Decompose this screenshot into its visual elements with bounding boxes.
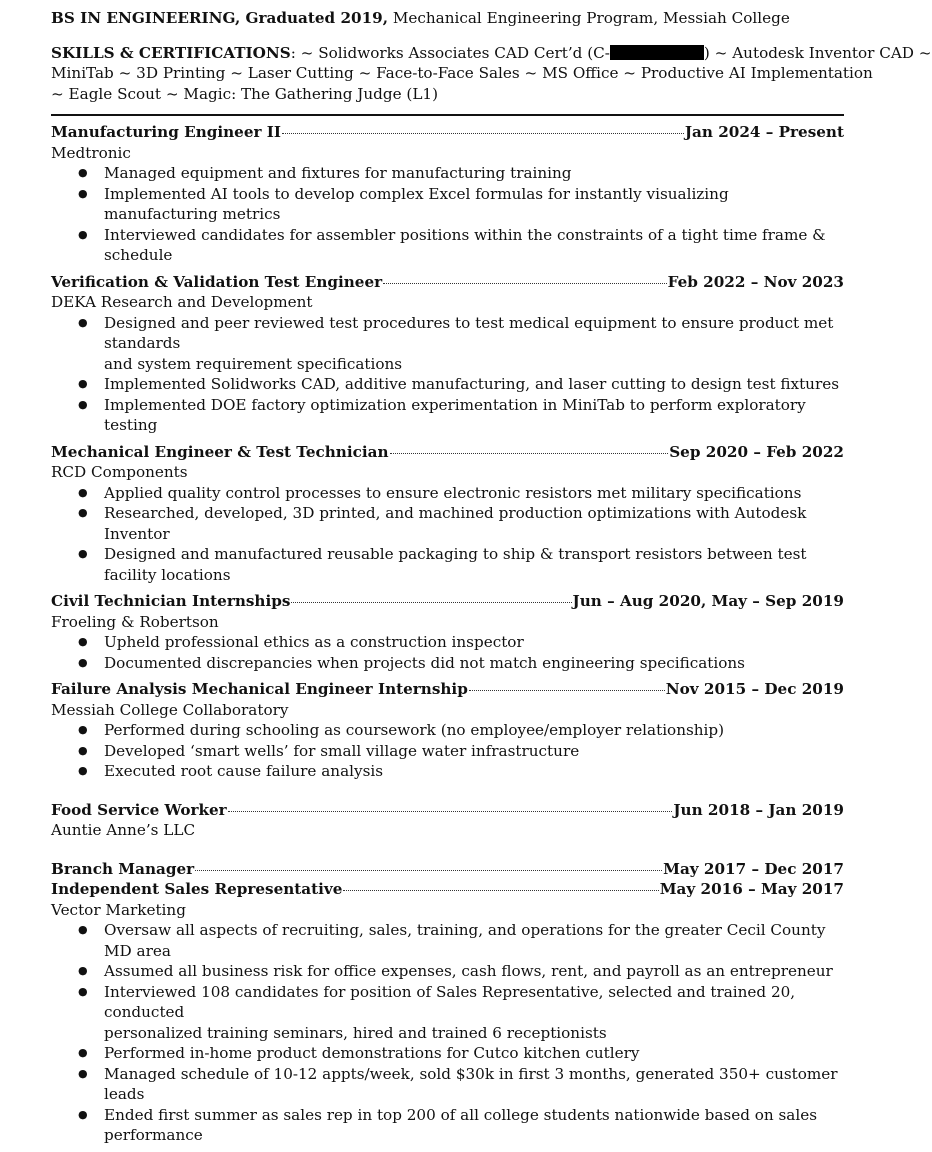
- company-name: Medtronic: [51, 143, 131, 162]
- bullet-item: ● Researched, developed, 3D printed, and machined production optimizations with Autodesk Inventor: [51, 503, 844, 544]
- job-title: Civil Technician Internships: [51, 592, 291, 610]
- bullet-list: [51, 632, 844, 673]
- job-header: [51, 442, 844, 463]
- company-name: Messiah College Collaboratory: [51, 700, 289, 719]
- company-name: Auntie Anne’s LLC: [51, 821, 196, 839]
- bullet-item: [51, 982, 844, 1044]
- redaction-bar: [610, 45, 704, 60]
- job-header: [51, 272, 844, 293]
- leader-dots: [282, 133, 684, 134]
- job-dates: Nov 2015 – Dec 2019: [665, 680, 844, 698]
- skills-line-3: ~ Eagle Scout ~ Magic: The Gathering Judge (L1): [51, 84, 439, 103]
- job-dates: May 2016 – May 2017: [659, 880, 844, 898]
- job-header: [51, 879, 844, 900]
- bullet-item: ● Managed schedule of 10-12 appts/week, sold $30k in first 3 months, generated 350+ customer leads: [51, 1064, 844, 1105]
- bullet-text: Interviewed 108 candidates for position of Sales Representative, selected and trained 20, conducted: [104, 982, 796, 1021]
- bullet-item: ● Implemented AI tools to develop complex Excel formulas for instantly visualizing manufacturing metrics: [51, 184, 844, 225]
- skills-text-b: ) ~ Autodesk Inventor CAD ~: [703, 43, 932, 62]
- job-dates: Jun 2018 – Jan 2019: [673, 800, 844, 819]
- job-title: Verification & Validation Test Engineer: [51, 272, 383, 291]
- bullet-list: [51, 163, 844, 266]
- spacer: [51, 788, 844, 800]
- company-name: RCD Components: [51, 463, 188, 481]
- bullet-item: ● Ended first summer as sales rep in top 200 of all college students nationwide based on sales performance: [51, 1105, 844, 1146]
- job-dates: Feb 2022 – Nov 2023: [667, 272, 844, 291]
- resume-page: [51, 8, 932, 1152]
- job-entry-rcd: [51, 442, 844, 586]
- bullet-item: ● Managed equipment and fixtures for manufacturing training: [51, 163, 844, 184]
- job-title: Manufacturing Engineer II: [51, 123, 282, 141]
- bullet-list: [51, 920, 844, 1146]
- job-title: Food Service Worker: [51, 800, 227, 819]
- company-name: Froeling & Robertson: [51, 612, 219, 631]
- job-header: [51, 591, 844, 612]
- job-entry-medtronic: [51, 122, 844, 266]
- job-header: [51, 800, 844, 821]
- leader-dots: [343, 890, 658, 891]
- bullet-item: ● Assumed all business risk for office expenses, cash flows, rent, and payroll as an entrepreneur: [51, 961, 844, 982]
- bullet-item: ● Performed in-home product demonstrations for Cutco kitchen cutlery: [51, 1043, 844, 1064]
- skills-line-2: MiniTab ~ 3D Printing ~ Laser Cutting ~ Face-to-Face Sales ~ MS Office ~ Productive AI Implementation: [51, 64, 873, 82]
- bullet-item: ● Performed during schooling as coursework (no employee/employer relationship): [51, 720, 844, 741]
- job-title: Mechanical Engineer & Test Technician: [51, 442, 389, 461]
- leader-dots: [291, 602, 571, 603]
- job-entry-vector: [51, 859, 844, 1146]
- job-title: Independent Sales Representative: [51, 880, 343, 898]
- bullet-item: ● Interviewed candidates for assembler positions within the constraints of a tight time frame & schedule: [51, 225, 844, 266]
- job-dates: Jun – Aug 2020, May – Sep 2019: [572, 592, 844, 610]
- bullet-item: ● Implemented DOE factory optimization experimentation in MiniTab to perform exploratory testing: [51, 395, 844, 436]
- job-entry-messiah: [51, 679, 844, 782]
- job-header: [51, 859, 844, 880]
- skills-section: [51, 43, 932, 105]
- bullet-item: ● Designed and manufactured reusable packaging to ship & transport resistors between test facility locations: [51, 544, 844, 585]
- bullet-text-cont: personalized training seminars, hired and trained 6 receptionists: [104, 1023, 607, 1042]
- leader-dots: [383, 283, 667, 284]
- skills-label: SKILLS & CERTIFICATIONS: [51, 43, 291, 62]
- bullet-item: ● Upheld professional ethics as a construction inspector: [51, 632, 844, 653]
- job-entry-auntie-annes: [51, 800, 844, 841]
- bullet-item: ● Executed root cause failure analysis: [51, 761, 844, 782]
- bullet-item: ● Oversaw all aspects of recruiting, sales, training, and operations for the greater Cecil County MD area: [51, 920, 844, 961]
- bullet-item: ● Implemented Solidworks CAD, additive manufacturing, and laser cutting to design test fixtures: [51, 374, 844, 395]
- leader-dots: [228, 811, 673, 812]
- job-dates: Sep 2020 – Feb 2022: [669, 442, 844, 461]
- bullet-text-cont: and system requirement specifications: [104, 354, 403, 373]
- job-entry-deka: [51, 272, 844, 436]
- bullet-list: [51, 720, 844, 782]
- job-title: Branch Manager: [51, 859, 195, 878]
- leader-dots: [195, 870, 662, 871]
- company-name: Vector Marketing: [51, 900, 186, 919]
- job-dates: May 2017 – Dec 2017: [663, 859, 844, 878]
- leader-dots: [469, 690, 665, 691]
- bullet-list: [51, 313, 844, 436]
- bullet-item: ● Applied quality control processes to ensure electronic resistors met military specifications: [51, 483, 844, 504]
- spacer: [51, 847, 844, 859]
- education-degree: BS IN ENGINEERING, Graduated 2019,: [51, 9, 389, 27]
- job-header: [51, 679, 844, 700]
- job-dates: Jan 2024 – Present: [684, 123, 844, 141]
- job-header: [51, 122, 844, 143]
- bullet-item: ● Documented discrepancies when projects did not match engineering specifications: [51, 653, 844, 674]
- bullet-item: ● Developed ‘smart wells’ for small village water infrastructure: [51, 741, 844, 762]
- bullet-text: Designed and peer reviewed test procedures to test medical equipment to ensure product met standards: [104, 313, 834, 352]
- education-line: [51, 8, 844, 29]
- company-name: DEKA Research and Development: [51, 293, 313, 311]
- job-title: Failure Analysis Mechanical Engineer Internship: [51, 680, 468, 698]
- skills-line-1: [51, 43, 932, 64]
- leader-dots: [390, 453, 669, 454]
- bullet-list: [51, 483, 844, 586]
- bullet-item: [51, 313, 844, 375]
- education-program: Mechanical Engineering Program, Messiah College: [388, 9, 790, 27]
- job-entry-froeling: [51, 591, 844, 673]
- section-divider: [51, 114, 844, 116]
- skills-text-a: : ~ Solidworks Associates CAD Cert’d (C-: [290, 43, 610, 62]
